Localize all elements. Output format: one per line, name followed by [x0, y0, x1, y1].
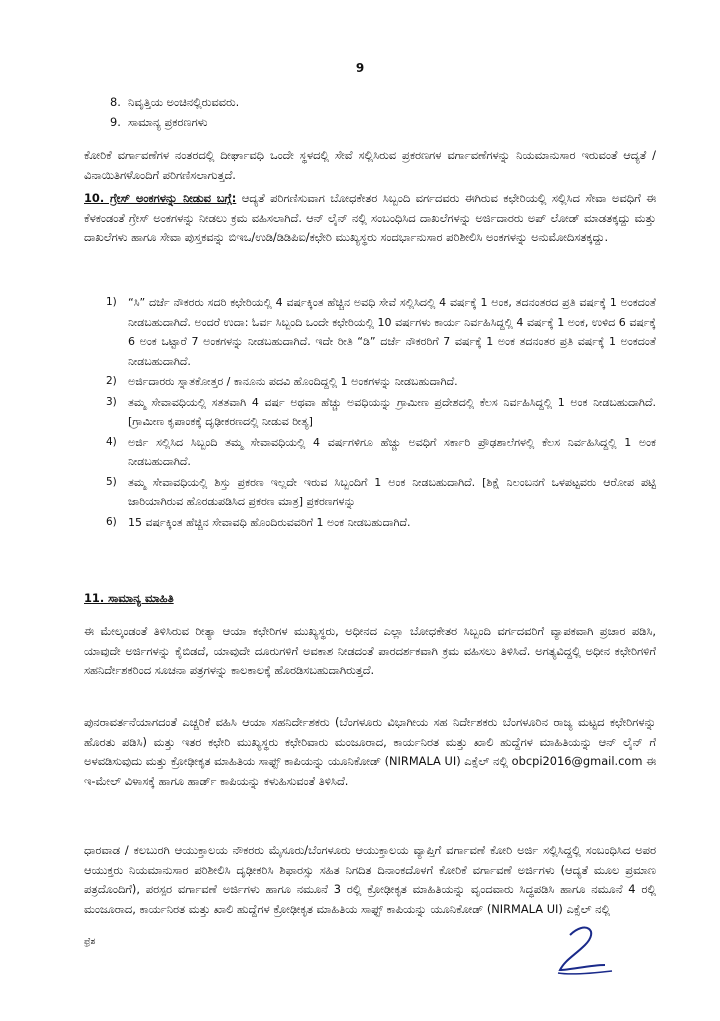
- list-item: 5) ತಮ್ಮ ಸೇವಾವಧಿಯಲ್ಲಿ ಶಿಸ್ತು ಪ್ರಕರಣ ಇಲ್ಲದೇ ಇರುವ ಸಿಬ್ಬಂದಿಗೆ 1 ಅಂಕ ನೀಡಬಹುದಾಗಿದೆ. [ಶಿಕ್ಷೆ ನಿಲಂಬನಗೆ ಒಳಪಟ್ಟವರು ಆರೋಪ ಪಟ್ಟಿ ಜಾರಿಯಾಗಿರುವ ಹೊರಡುಪಡಿಸಿದ ಪ್ರಕರಣ ಮಾತ್ರ] ಪ್ರಕರಣಗಳನ್ನು: [106, 475, 656, 508]
- list-item: 4) ಅರ್ಜಿ ಸಲ್ಲಿಸಿದ ಸಿಬ್ಬಂದಿ ತಮ್ಮ ಸೇವಾವಧಿಯಲ್ಲಿ 4 ವರ್ಷಗಳಿಗೂ ಹೆಚ್ಚು ಅವಧಿಗೆ ಸರ್ಕಾರಿ ಪ್ರೌಢಶಾಲೆಗಳಲ್ಲಿ ಕೆಲಸ ನಿರ್ವಹಿಸಿದ್ದಲ್ಲಿ 1 ಅಂಕ ನೀಡಬಹುದಾಗಿದೆ.: [106, 435, 656, 468]
- section-10-heading: 10. ಗ್ರೇಸ್ ಅಂಕಗಳನ್ನು ನೀಡುವ ಬಗ್ಗೆ:: [84, 191, 237, 205]
- list-item: 3) ತಮ್ಮ ಸೇವಾವಧಿಯಲ್ಲಿ ಸತತವಾಗಿ 4 ವರ್ಷ ಅಥವಾ ಹೆಚ್ಚು ಅವಧಿಯನ್ನು ಗ್ರಾಮೀಣ ಪ್ರದೇಶದಲ್ಲಿ ಕೆಲಸ ನಿರ್ವಹಿಸಿದ್ದಲ್ಲಿ 1 ಅಂಕ ನೀಡಬಹುದಾಗಿದೆ. [ಗ್ರಾಮೀಣ ಕೃಪಾಂಕಕ್ಕೆ ದೃಢೀಕರಣದಲ್ಲಿ ನೀಡುವ ರೀತ್ಯ]: [106, 395, 656, 428]
- section-10-text: ಆದ್ಯತೆ ಪರಿಗಣಿಸುವಾಗ ಬೋಧಕೇತರ ಸಿಬ್ಬಂದಿ ವರ್ಗದವರು ಈಗಿರುವ ಕಛೇರಿಯಲ್ಲಿ ಸಲ್ಲಿಸಿದ ಸೇವಾ ಅವಧಿಗೆ ಈ ಕೆಳಕಂಡಂತೆ ಗ್ರೇಸ್ ಅಂಕಗಳನ್ನು ನೀಡಲು ಕ್ರಮ ವಹಿಸಲಾಗಿದೆ. ಆನ್ ಲೈನ್ ನಲ್ಲಿ ಸಂಬಂಧಿಸಿದ ದಾಖಲೆಗಳನ್ನು ಅರ್ಜಿದಾರರು ಅಪ್ ಲೋಡ್ ಮಾಡತಕ್ಕದ್ದು ಮತ್ತು ದಾಖಲೆಗಳು ಹಾಗೂ ಸೇವಾ ಪುಸ್ತಕವನ್ನು ಬಿಇಒ/ಉಡಿ/ಡಿಡಿಪಿಐ/ಕಛೇರಿ ಮುಖ್ಯಸ್ಥರು ಸಂದರ್ಭಾನುಸಾರ ಪರಿಶೀಲಿಸಿ ಅಂಕಗಳನ್ನು ಅನುಮೋದಿಸತಕ್ಕದ್ದು.: [84, 191, 657, 244]
- grace-points-list: [106, 293, 656, 533]
- section-11-paragraph-1: ಈ ಮೇಲ್ಕಂಡಂತೆ ತಿಳಿಸಿರುವ ರೀತ್ಯಾ ಆಯಾ ಕಛೇರಿಗಳ ಮುಖ್ಯಸ್ಥರು, ಅಧೀನದ ಎಲ್ಲಾ ಬೋಧಕೇತರ ಸಿಬ್ಬಂದಿ ವರ್ಗದವರಿಗೆ ವ್ಯಾಪಕವಾಗಿ ಪ್ರಚಾರ ಪಡಿಸಿ, ಯಾವುದೇ ಅರ್ಜಿಗಳನ್ನು ಕೈಬಿಡದೆ, ಯಾವುದೇ ದೂರುಗಳಿಗೆ ಅವಕಾಶ ನೀಡದಂತೆ ಪಾರದರ್ಶಕವಾಗಿ ಕ್ರಮ ವಹಿಸಲು ತಿಳಿಸಿದೆ. ಅಗತ್ಯವಿದ್ದಲ್ಲಿ ಅಧೀನ ಕಛೇರಿಗಳಿಗೆ ಸಹನಿರ್ದೇಶಕರಿಂದ ಸೂಚನಾ ಪತ್ರಗಳನ್ನು ಕಾಲಕಾಲಕ್ಕೆ ಹೊರಡಿಸಬಹುದಾಗಿರುತ್ತದೆ.: [84, 624, 656, 677]
- list-item: 2) ಅರ್ಜಿದಾರರು ಸ್ನಾತಕೋತ್ತರ / ಕಾನೂನು ಪದವಿ ಹೊಂದಿದ್ದಲ್ಲಿ 1 ಅಂಕಗಳನ್ನು ನೀಡಬಹುದಾಗಿದೆ.: [106, 375, 458, 388]
- signature-image: [540, 915, 620, 985]
- list-item: 9. ಸಾಮಾನ್ಯ ಪ್ರಕರಣಗಳು: [110, 114, 208, 129]
- category-list: [110, 93, 510, 132]
- intro-paragraph: ಕೋರಿಕೆ ವರ್ಗಾವಣೆಗಳ ನಂತರದಲ್ಲಿ ದೀರ್ಘಾವಧಿ ಒಂದೇ ಸ್ಥಳದಲ್ಲಿ ಸೇವೆ ಸಲ್ಲಿಸಿರುವ ಪ್ರಕರಣಗಳ ವರ್ಗಾವಣೆಗಳನ್ನು ನಿಯಮಾನುಸಾರ ಇರುವಂತೆ ಆದ್ಯತೆ / ವಿನಾಯಿತಿಗಳೊಂದಿಗೆ ಪರಿಗಣಿಸಲಾಗುತ್ತದೆ.: [84, 148, 656, 182]
- list-item: 6) 15 ವರ್ಷಕ್ಕಿಂತ ಹೆಚ್ಚಿನ ಸೇವಾವಧಿ ಹೊಂದಿರುವವರಿಗೆ 1 ಅಂಕ ನೀಡಬಹುದಾಗಿದೆ.: [106, 515, 411, 529]
- section-11-heading: 11. ಸಾಮಾನ್ಯ ಮಾಹಿತಿ: [84, 591, 174, 605]
- list-item: 8. ನಿವೃತ್ತಿಯ ಅಂಚಿನಲ್ಲಿರುವವರು.: [110, 95, 240, 109]
- footer-mark: ಫ್ರೆಶ: [84, 937, 96, 947]
- page-number: 9: [355, 61, 365, 75]
- list-item: 1) “ಸಿ” ದರ್ಜೆ ನೌಕರರು ಸದರಿ ಕಛೇರಿಯಲ್ಲಿ 4 ವರ್ಷಕ್ಕಿಂತ ಹೆಚ್ಚಿನ ಅವಧಿ ಸೇವೆ ಸಲ್ಲಿಸಿದಲ್ಲಿ 4 ವರ್ಷಕ್ಕೆ 1 ಅಂಕ, ತದನಂತರದ ಪ್ರತಿ ವರ್ಷಕ್ಕೆ 1 ಅಂಕದಂತೆ ನೀಡಬಹುದಾಗಿದೆ. ಅಂದರೆ ಉದಾ: ಓರ್ವ ಸಿಬ್ಬಂದಿ ಒಂದೇ ಕಛೇರಿಯಲ್ಲಿ 10 ವರ್ಷಗಳು ಕಾರ್ಯ ನಿರ್ವಹಿಸಿದ್ದಲ್ಲಿ 4 ವರ್ಷಕ್ಕೆ 1 ಅಂಕ, ಉಳಿದ 6 ವರ್ಷಕ್ಕೆ 6 ಅಂಕ ಒಟ್ಟಾರೆ 7 ಅಂಕಗಳನ್ನು ನೀಡಬಹುದಾಗಿದೆ. ಇದೇ ರೀತಿ “ಡಿ” ದರ್ಜೆ ನೌಕರರಿಗೆ 7 ವರ್ಷಕ್ಕೆ 1 ಅಂಕ ತದನಂತರ ಪ್ರತಿ ವರ್ಷಕ್ಕೆ 1 ಅಂಕದಂತೆ ನೀಡಬಹುದಾಗಿದೆ.: [106, 296, 656, 368]
- section-11-paragraph-3: ಧಾರವಾಡ / ಕಲಬುರಗಿ ಆಯುಕ್ತಾಲಯ ನೌಕರರು ಮೈಸೂರು/ಬೆಂಗಳೂರು ಆಯುಕ್ತಾಲಯ ವ್ಯಾಪ್ತಿಗೆ ವರ್ಗಾವಣೆ ಕೋರಿ ಅರ್ಜಿ ಸಲ್ಲಿಸಿದ್ದಲ್ಲಿ ಸಂಬಂಧಿಸಿದ ಅಪರ ಆಯುಕ್ತರು ನಿಯಮಾನುಸಾರ ಪರಿಶೀಲಿಸಿ ದೃಢೀಕರಿಸಿ ಶಿಫಾರಸ್ಸು ಸಹಿತ ನಿಗದಿತ ದಿನಾಂಕದೊಳಗೆ ಕೋರಿಕೆ ವರ್ಗಾವಣೆ ಅರ್ಜಿಗಳು (ಆದ್ಯತೆ ಮೂಲ ಪ್ರಮಾಣ ಪತ್ರದೊಂದಿಗೆ), ಪರಸ್ಪರ ವರ್ಗಾವಣೆ ಅರ್ಜಿಗಳು ಹಾಗೂ ನಮೂನೆ 3 ರಲ್ಲಿ ಕ್ರೋಢೀಕೃತ ಮಾಹಿತಿಯನ್ನು ವೃಂದವಾರು ಸಿದ್ಧಪಡಿಸಿ ಹಾಗೂ ನಮೂನೆ 4 ರಲ್ಲಿ ಮಂಜೂರಾದ, ಕಾರ್ಯನಿರತ ಮತ್ತು ಖಾಲಿ ಹುದ್ದೆಗಳ ಕ್ರೋಢೀಕೃತ ಮಾಹಿತಿಯ ಸಾಫ್ಟ್ ಕಾಪಿಯನ್ನು ಯೂನಿಕೋಡ್ (NIRMALA UI) ಎಕ್ಸೆಲ್ ನಲ್ಲಿ: [84, 843, 656, 916]
- section-10: [84, 189, 656, 248]
- section-11-paragraph-2: ಪುನರಾವರ್ತನೆಯಾಗದಂತೆ ಎಚ್ಚರಿಕೆ ವಹಿಸಿ ಆಯಾ ಸಹನಿರ್ದೇಶಕರು (ಬೆಂಗಳೂರು ವಿಭಾಗೀಯ ಸಹ ನಿರ್ದೇಶಕರು ಬೆಂಗಳೂರಿನ ರಾಜ್ಯ ಮಟ್ಟದ ಕಛೇರಿಗಳನ್ನು ಹೊರತು ಪಡಿಸಿ) ಮತ್ತು ಇತರ ಕಛೇರಿ ಮುಖ್ಯಸ್ಥರು ಕಛೇರಿವಾರು ಮಂಜೂರಾದ, ಕಾರ್ಯನಿರತ ಮತ್ತು ಖಾಲಿ ಹುದ್ದೆಗಳ ಮಾಹಿತಿಯನ್ನು ಆನ್ ಲೈನ್ ಗೆ ಅಳವಡಿಸುವುದು ಮತ್ತು ಕ್ರೋಢೀಕೃತ ಮಾಹಿತಿಯ ಸಾಫ್ಟ್ ಕಾಪಿಯನ್ನು ಯೂನಿಕೋಡ್ (NIRMALA UI) ಎಕ್ಸೆಲ್ ನಲ್ಲಿ obcpi2016@gmail.com ಈ ಇ-ಮೇಲ್ ವಿಳಾಸಕ್ಕೆ ಹಾಗೂ ಹಾರ್ಡ್ ಕಾಪಿಯನ್ನು ಕಳುಹಿಸುವಂತೆ ತಿಳಿಸಿದೆ.: [84, 715, 656, 788]
